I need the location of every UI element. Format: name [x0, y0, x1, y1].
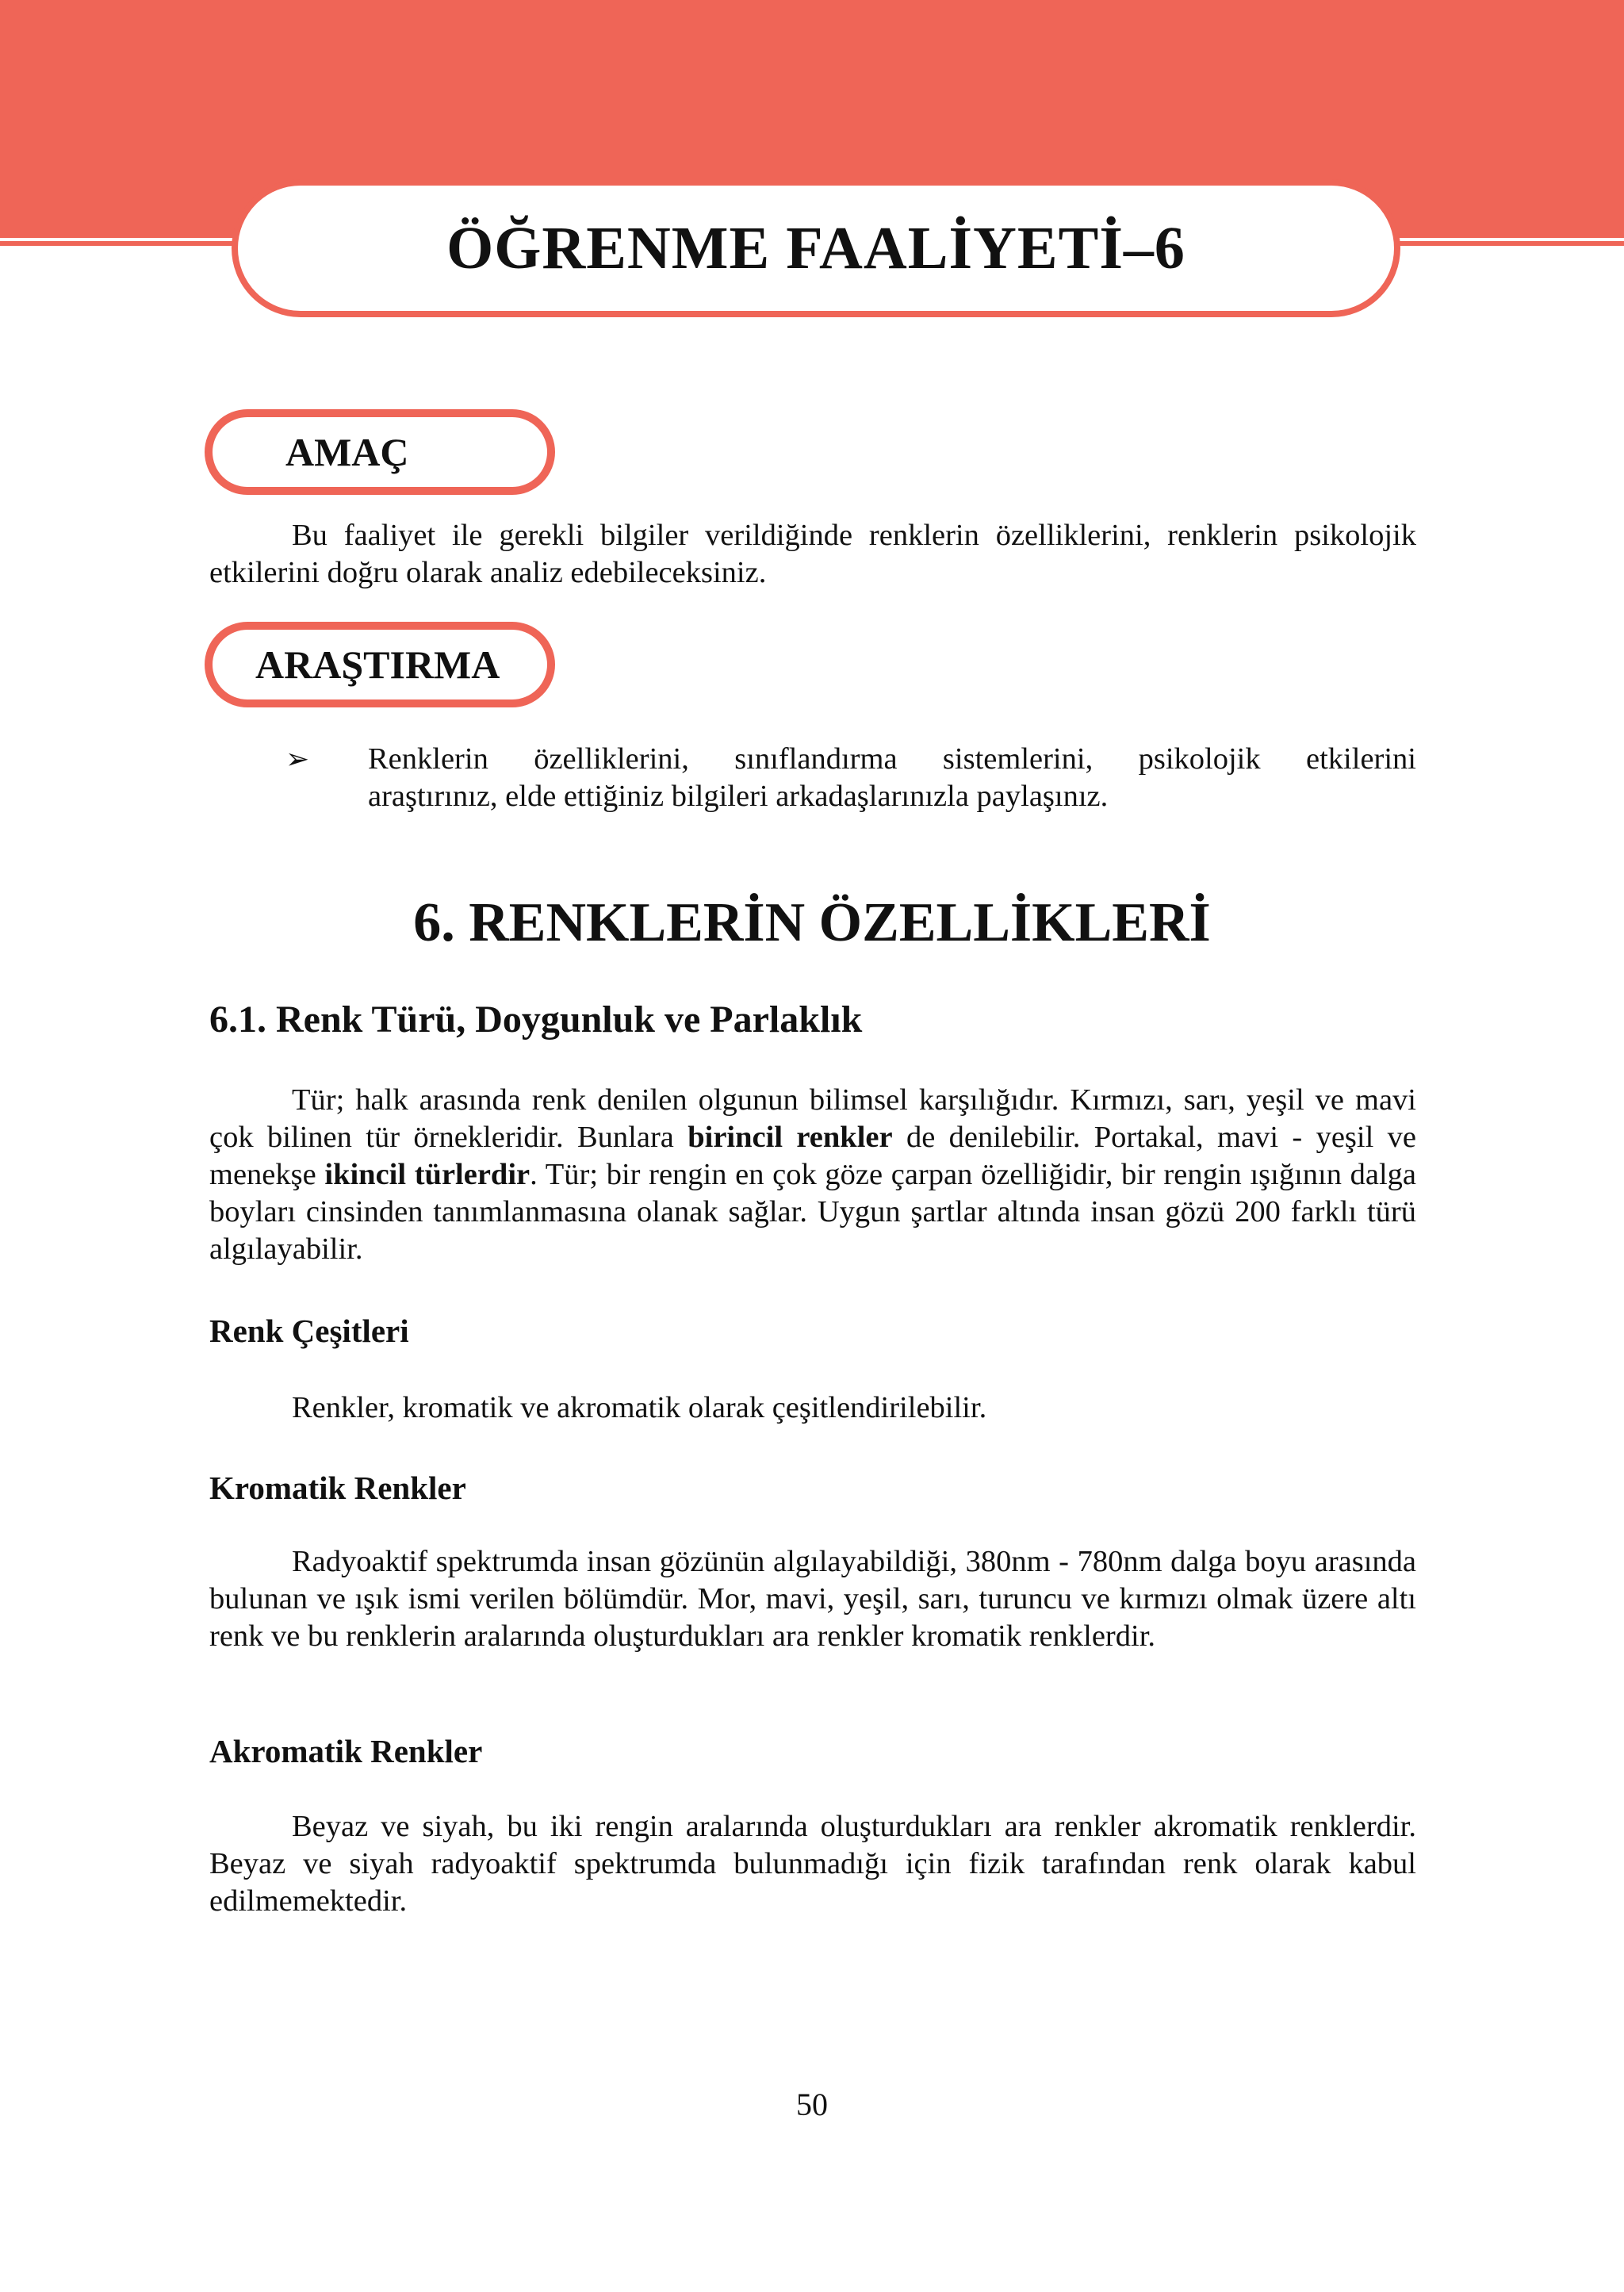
bold-term-birincil: birincil renkler — [688, 1121, 893, 1154]
section-text-3: . Tür; bir rengin en çok göze çarpan özelliğidir, bir rengin ışığının dalga boyları cinsinden tanımlanmasına olanak sağlar. Uygun şartlar altında insan gözü 200 farklı türü algılayabilir. — [209, 1158, 1417, 1266]
arastirma-bullet-line-2: araştırınız, elde ettiğiniz bilgileri arkadaşlarınızla paylaşınız. — [368, 780, 1109, 813]
amac-label-box — [205, 409, 555, 495]
arrow-bullet-icon: ➢ — [285, 743, 310, 776]
activity-title-box — [232, 179, 1400, 317]
page-number: 50 — [796, 2087, 828, 2122]
section-text-1: Tür; halk arasında renk denilen olgunun bilimsel karşılığıdır. Kırmızı, sarı, yeşil ve mavi çok bilinen tür örnekleridir. Bunlara — [209, 1083, 1416, 1154]
activity-title: ÖĞRENME FAALİYETİ–6 — [446, 214, 1185, 282]
kromatik-paragraph: Radyoaktif spektrumda insan gözünün algılayabildiği, 380nm - 780nm dalga boyu arasında bulunan ve ışık ismi verilen bölümdür. Mor, mavi, yeşil, sarı, turuncu ve kırmızı olmak üzere altı renk ve bu renklerin aralarında oluşturdukları ara renkler kromatik renklerdir. — [209, 1545, 1416, 1653]
bold-term-ikincil: ikincil türlerdir — [324, 1158, 530, 1191]
section-text-2: de denilebilir. Portakal, mavi - yeşil ve menekşe — [209, 1121, 1417, 1191]
renk-cesitleri-paragraph: Renkler, kromatik ve akromatik olarak çeşitlendirilebilir. — [292, 1391, 987, 1424]
arastirma-bullet-text — [368, 741, 1416, 815]
amac-paragraph: Bu faaliyet ile gerekli bilgiler verildiğinde renklerin özelliklerini, renklerin psikolojik etkilerini doğru olarak analiz edebileceksiniz. — [209, 519, 1416, 589]
section-paragraph — [209, 1082, 1416, 1268]
section-heading: 6.1. Renk Türü, Doygunluk ve Parlaklık — [209, 998, 863, 1041]
kromatik-heading: Kromatik Renkler — [209, 1470, 466, 1506]
akromatik-paragraph: Beyaz ve siyah, bu iki rengin aralarında oluşturdukları ara renkler akromatik renklerdir. Beyaz ve siyah radyoaktif spektrumda bulunmadığı için fizik tarafından renk olarak kabul edilmemektedir. — [209, 1810, 1416, 1918]
chapter-title: 6. RENKLERİN ÖZELLİKLERİ — [413, 892, 1211, 953]
arastirma-label-box — [205, 622, 555, 707]
amac-label: AMAÇ — [285, 430, 409, 474]
arastirma-label: ARAŞTIRMA — [255, 642, 500, 687]
akromatik-heading: Akromatik Renkler — [209, 1733, 483, 1769]
renk-cesitleri-heading: Renk Çeşitleri — [209, 1313, 409, 1349]
arastirma-bullet-line-1: Renklerin özelliklerini, sınıflandırma sistemlerini, psikolojik etkilerini — [368, 742, 1416, 776]
